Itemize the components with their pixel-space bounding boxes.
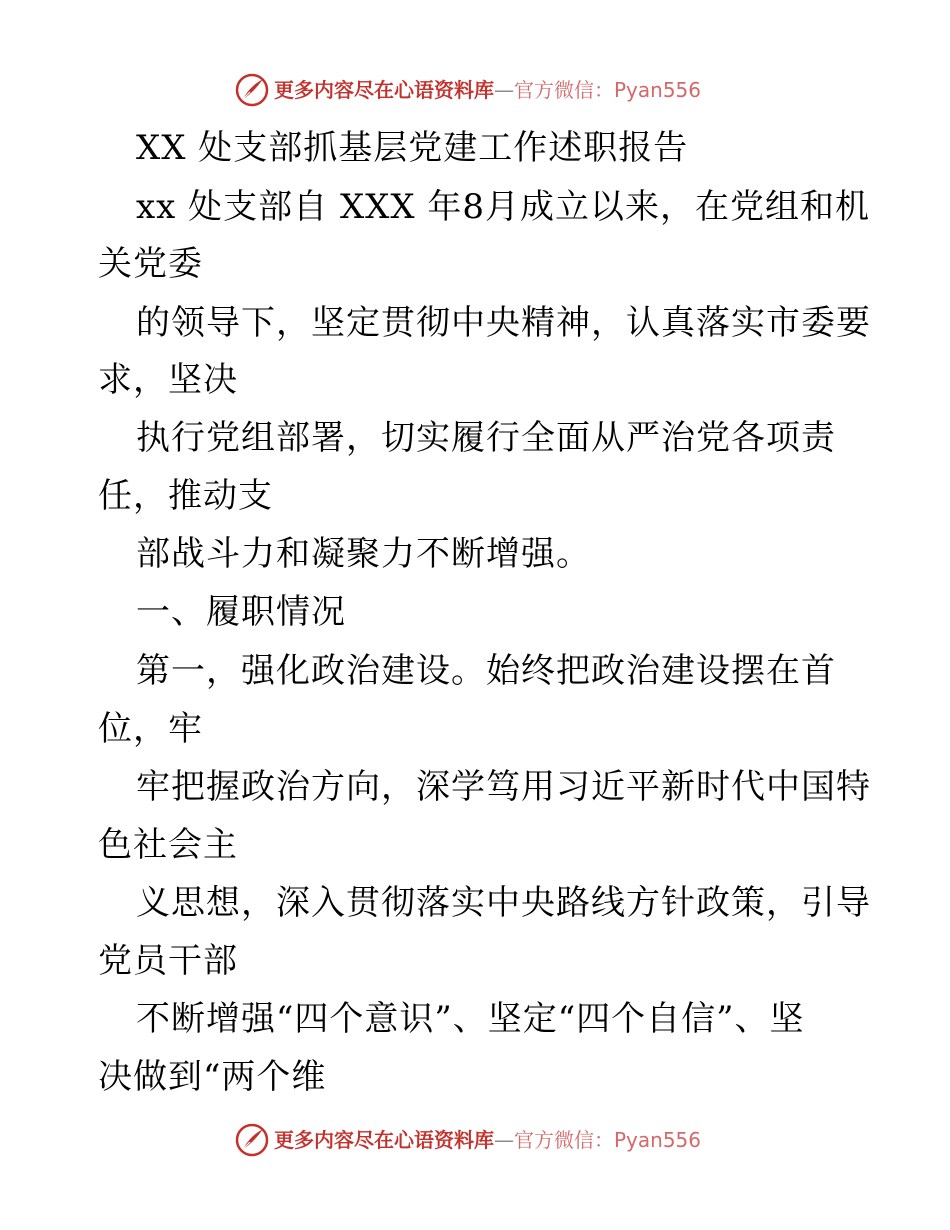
- paragraph-line: 色社会主: [98, 825, 238, 865]
- watermark-dash: —: [494, 1128, 514, 1152]
- paragraph-line: 牢把握政治方向，深学笃用习近平新时代中国特: [136, 767, 871, 807]
- paragraph-line: 义思想，深入贯彻落实中央路线方针政策，引导: [136, 883, 871, 923]
- paragraph-line: 决做到“两个维: [98, 1057, 327, 1097]
- watermark-banner-bottom: [0, 1120, 950, 1160]
- paragraph-line: 部战斗力和凝聚力不断增强。: [136, 534, 591, 574]
- section-heading: 一、履职情况: [136, 592, 346, 632]
- feather-pen-logo-icon: [234, 1122, 270, 1158]
- watermark-main-text: 更多内容尽在心语资料库: [274, 1128, 494, 1152]
- watermark-text: [274, 76, 701, 104]
- feather-pen-logo-icon: [234, 72, 270, 108]
- document-title: XX 处支部抓基层党建工作述职报告: [136, 128, 689, 168]
- paragraph-line: 执行党组部署，切实履行全面从严治党各项责: [136, 418, 836, 458]
- paragraph-line: 位，牢: [98, 709, 203, 749]
- paragraph-line: 不断增强“四个意识”、坚定“四个自信”、坚: [136, 999, 805, 1039]
- paragraph-line: 党员干部: [98, 941, 238, 981]
- watermark-dash: —: [494, 78, 514, 102]
- paragraph-line: xx 处支部自 XXX 年8月成立以来，在党组和机: [136, 187, 871, 227]
- paragraph-line: 任，推动支: [98, 476, 273, 516]
- watermark-main-text: 更多内容尽在心语资料库: [274, 78, 494, 102]
- paragraph-line: 求，坚决: [98, 360, 238, 400]
- paragraph-line: 关党委: [98, 244, 203, 284]
- watermark-wechat-text: 官方微信：Pyan556: [514, 78, 702, 102]
- watermark-banner-top: [0, 70, 950, 110]
- watermark-wechat-text: 官方微信：Pyan556: [514, 1128, 702, 1152]
- watermark-text: [274, 1126, 701, 1154]
- paragraph-line: 第一，强化政治建设。始终把政治建设摆在首: [136, 651, 836, 691]
- paragraph-line: 的领导下，坚定贯彻中央精神，认真落实市委要: [136, 303, 871, 343]
